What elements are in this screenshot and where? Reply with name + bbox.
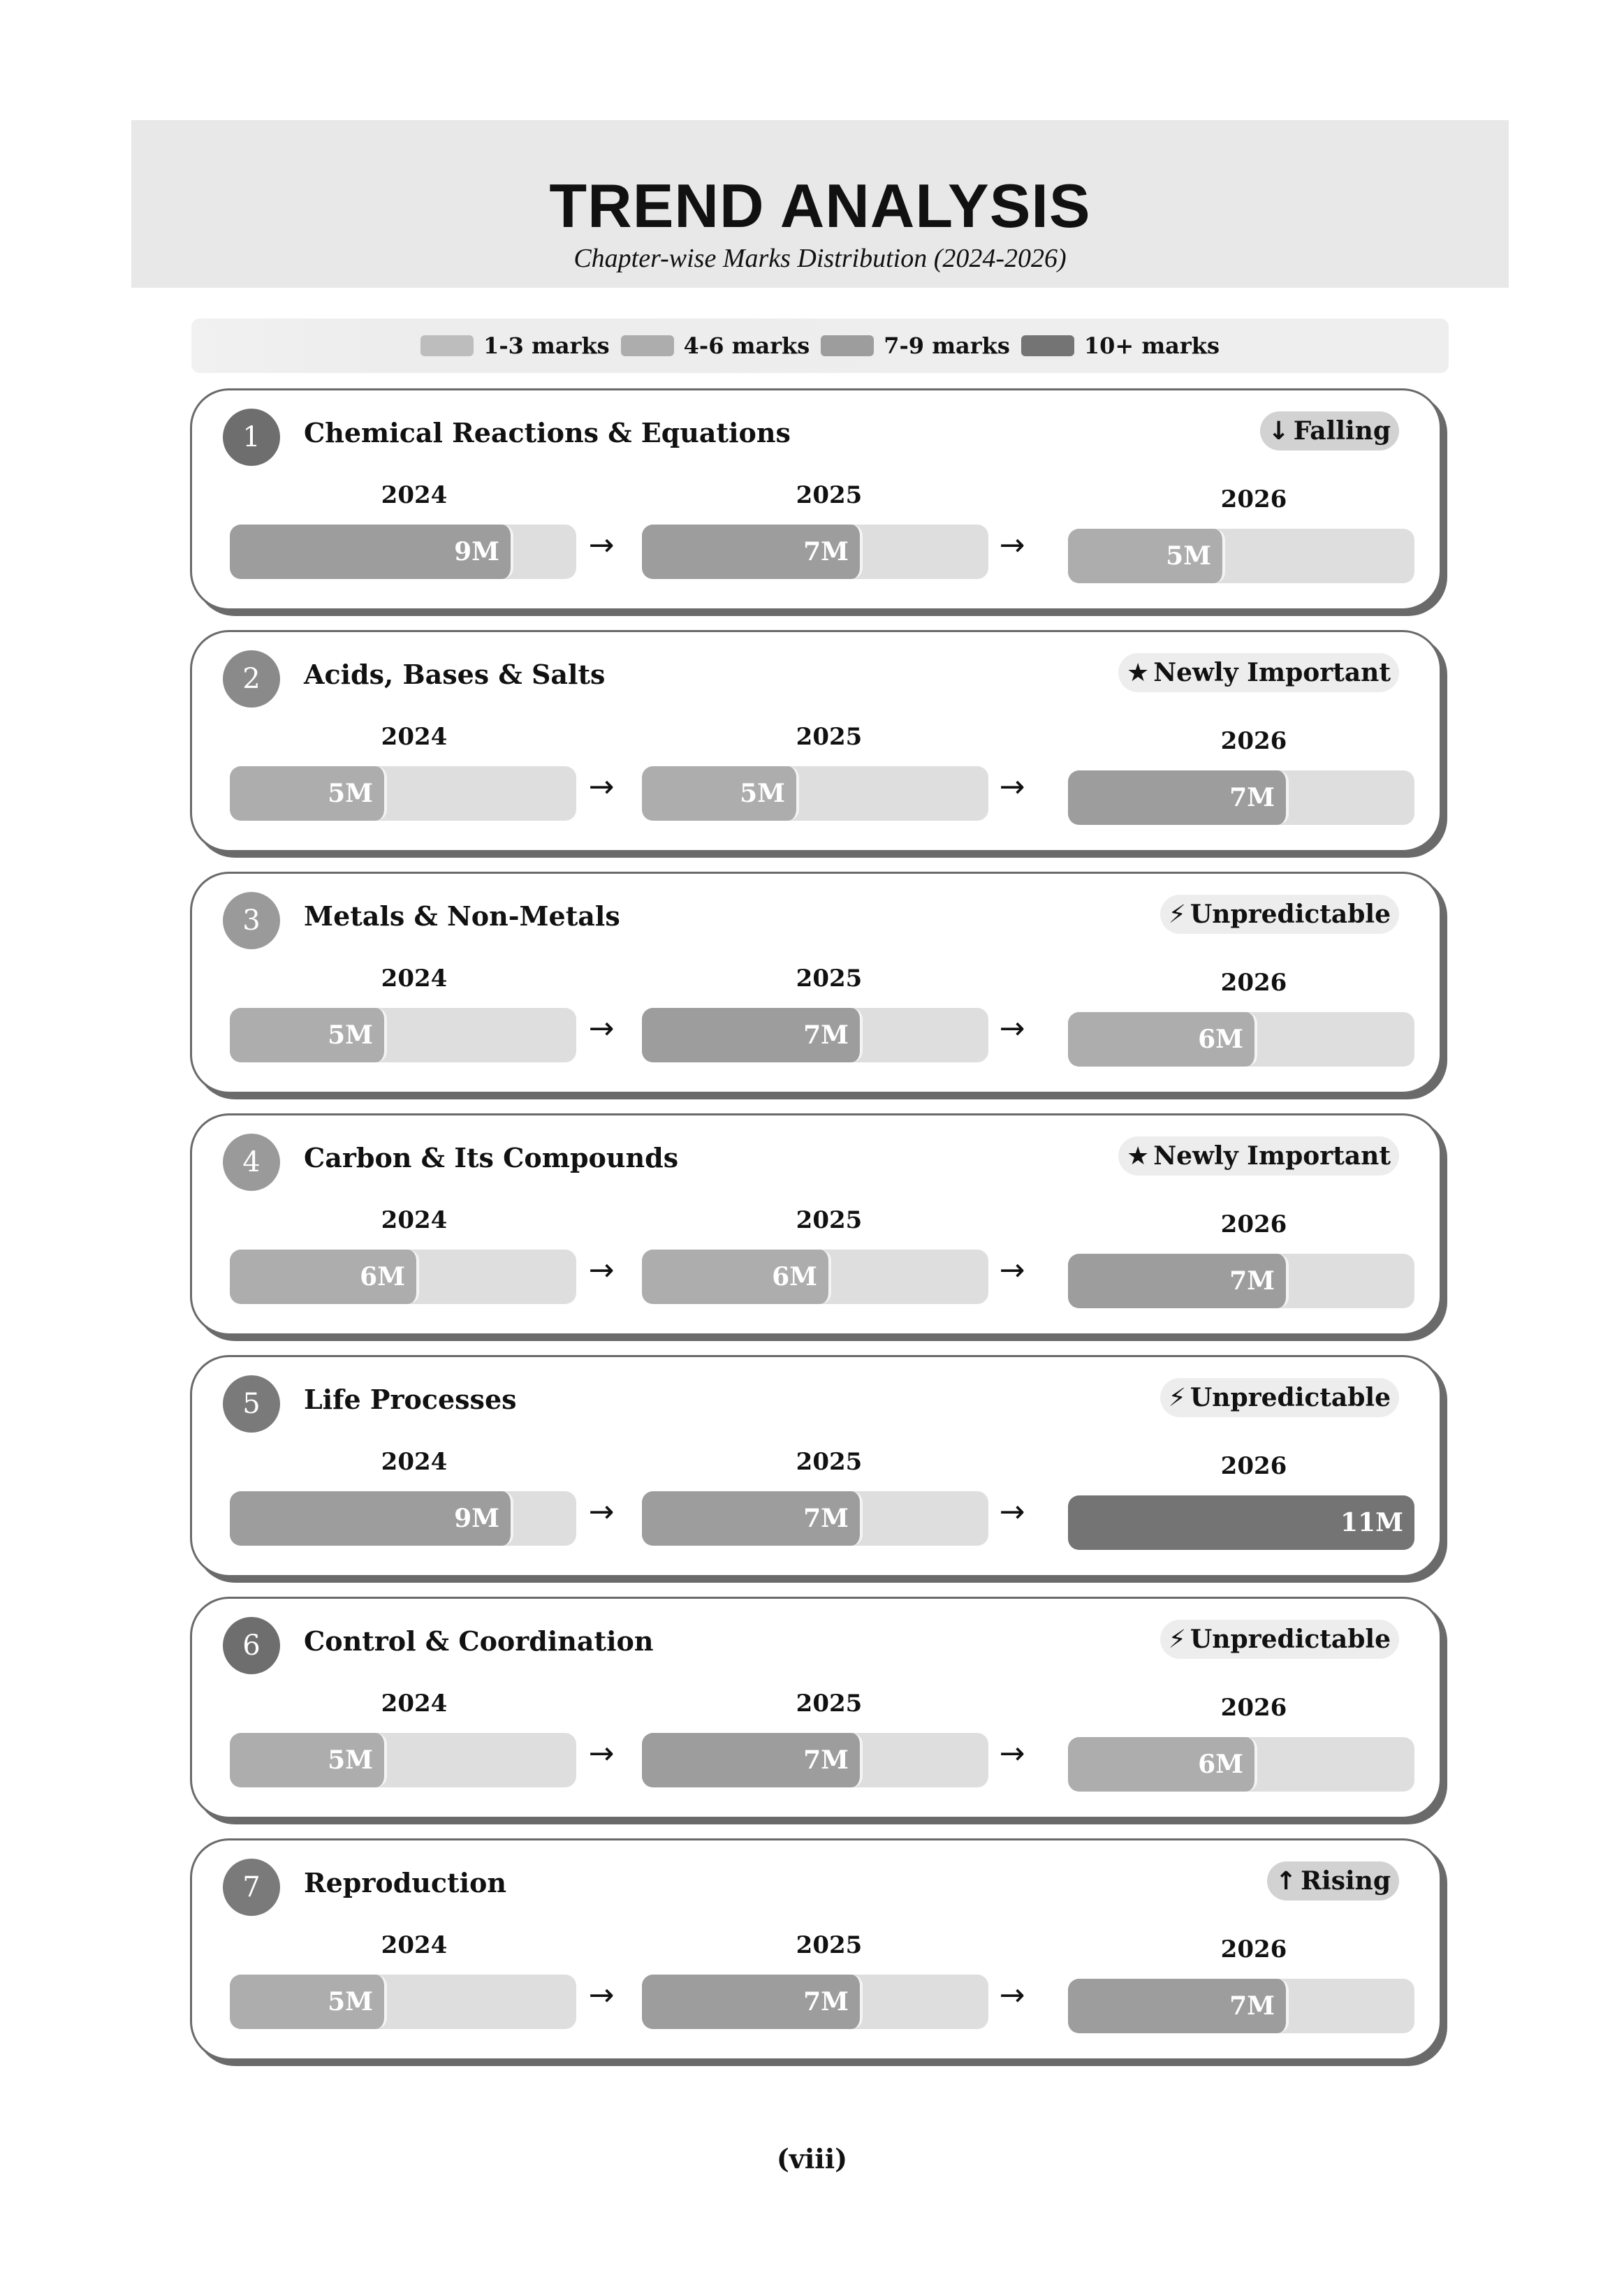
year-label: 2024 xyxy=(381,1448,448,1476)
trend-badge xyxy=(1118,653,1399,692)
marks-bar-track xyxy=(642,1975,988,2029)
header-band xyxy=(131,120,1509,288)
legend xyxy=(191,319,1449,373)
marks-bar-track xyxy=(230,766,576,821)
chapter-title: Acids, Bases & Salts xyxy=(304,659,606,690)
marks-bar-fill xyxy=(642,766,799,821)
marks-value: 6M xyxy=(1198,1025,1243,1054)
right-arrow-icon: → xyxy=(588,1252,615,1288)
year-label: 2024 xyxy=(381,1931,448,1959)
trend-badge-label: Unpredictable xyxy=(1190,900,1391,929)
trend-badge-label: Newly Important xyxy=(1153,658,1391,687)
marks-bar-track xyxy=(230,1733,576,1787)
legend-item xyxy=(821,332,1010,359)
year-label: 2025 xyxy=(796,1206,863,1234)
marks-bar-track xyxy=(1068,1979,1414,2033)
marks-bar-fill xyxy=(642,525,863,579)
star-icon: ★ xyxy=(1126,658,1150,687)
chapter-card xyxy=(190,1597,1442,1819)
marks-value: 6M xyxy=(360,1262,405,1291)
marks-bar-fill xyxy=(230,1250,419,1304)
marks-bar-fill xyxy=(1068,1495,1414,1550)
year-label: 2026 xyxy=(1220,1935,1287,1963)
chapter-number-badge: 5 xyxy=(223,1375,280,1433)
page-number: (viii) xyxy=(776,2143,848,2174)
marks-value: 6M xyxy=(772,1262,817,1291)
year-label: 2024 xyxy=(381,481,448,509)
trend-badge xyxy=(1160,895,1399,934)
marks-bar-fill xyxy=(1068,1254,1289,1308)
marks-bar-track xyxy=(1068,1495,1414,1550)
trend-badge xyxy=(1260,411,1399,451)
trend-badge xyxy=(1118,1136,1399,1176)
trend-badge-label: Unpredictable xyxy=(1190,1625,1391,1654)
legend-label: 10+ marks xyxy=(1083,332,1220,359)
marks-bar-fill xyxy=(230,525,513,579)
chapter-title: Control & Coordination xyxy=(304,1625,654,1657)
marks-bar-fill xyxy=(642,1491,863,1546)
marks-bar-track xyxy=(642,1491,988,1546)
marks-bar-fill xyxy=(1068,1737,1257,1792)
marks-value: 5M xyxy=(328,1987,373,2016)
marks-bar-track xyxy=(642,1250,988,1304)
marks-bar-track xyxy=(642,1008,988,1062)
legend-item xyxy=(621,332,810,359)
marks-value: 9M xyxy=(454,1504,499,1533)
year-label: 2025 xyxy=(796,1690,863,1718)
marks-bar-fill xyxy=(642,1008,863,1062)
lightning-icon: ⚡ xyxy=(1168,1625,1186,1654)
chapter-title: Life Processes xyxy=(304,1384,517,1415)
chapter-number-badge: 6 xyxy=(223,1617,280,1674)
lightning-icon: ⚡ xyxy=(1168,1383,1186,1412)
legend-swatch xyxy=(1021,335,1074,356)
chapter-card xyxy=(190,1355,1442,1577)
marks-value: 7M xyxy=(803,537,849,566)
marks-bar-fill xyxy=(642,1975,863,2029)
right-arrow-icon: → xyxy=(999,1252,1025,1288)
year-label: 2025 xyxy=(796,723,863,751)
marks-value: 7M xyxy=(1229,783,1275,812)
right-arrow-icon: → xyxy=(588,1494,615,1530)
marks-value: 7M xyxy=(803,1504,849,1533)
marks-bar-track xyxy=(230,1250,576,1304)
marks-value: 7M xyxy=(803,1020,849,1050)
chapter-title: Carbon & Its Compounds xyxy=(304,1142,679,1173)
year-label: 2026 xyxy=(1220,1694,1287,1722)
right-arrow-icon: → xyxy=(999,1011,1025,1046)
trend-badge-label: Newly Important xyxy=(1153,1141,1391,1171)
right-arrow-icon: → xyxy=(999,1736,1025,1771)
chapter-number-badge: 1 xyxy=(223,409,280,466)
marks-bar-fill xyxy=(1068,529,1225,583)
right-arrow-icon: → xyxy=(999,1494,1025,1530)
marks-bar-fill xyxy=(230,1975,387,2029)
marks-value: 5M xyxy=(1166,541,1211,571)
year-label: 2024 xyxy=(381,1206,448,1234)
star-icon: ★ xyxy=(1126,1141,1150,1171)
chapter-card xyxy=(190,1113,1442,1335)
marks-bar-fill xyxy=(230,1008,387,1062)
year-label: 2025 xyxy=(796,481,863,509)
legend-label: 1-3 marks xyxy=(483,332,610,359)
right-arrow-icon: → xyxy=(588,527,615,563)
right-arrow-icon: → xyxy=(588,769,615,805)
chapter-number-badge: 2 xyxy=(223,650,280,708)
chapter-number-badge: 7 xyxy=(223,1859,280,1916)
marks-value: 6M xyxy=(1198,1750,1243,1779)
marks-bar-track xyxy=(230,1975,576,2029)
right-arrow-icon: → xyxy=(588,1011,615,1046)
right-arrow-icon: → xyxy=(999,1977,1025,2013)
marks-bar-track xyxy=(230,525,576,579)
marks-bar-track xyxy=(1068,1254,1414,1308)
marks-bar-track xyxy=(230,1491,576,1546)
year-label: 2025 xyxy=(796,1448,863,1476)
chapter-number-badge: 3 xyxy=(223,892,280,949)
year-label: 2025 xyxy=(796,965,863,993)
marks-value: 7M xyxy=(1229,1266,1275,1296)
marks-value: 7M xyxy=(803,1987,849,2016)
marks-value: 5M xyxy=(328,779,373,808)
chapter-card xyxy=(190,1838,1442,2060)
marks-bar-fill xyxy=(1068,770,1289,825)
marks-bar-track xyxy=(1068,529,1414,583)
trend-badge xyxy=(1160,1620,1399,1659)
marks-bar-track xyxy=(1068,1737,1414,1792)
marks-bar-track xyxy=(642,1733,988,1787)
right-arrow-icon: → xyxy=(999,527,1025,563)
marks-value: 5M xyxy=(328,1745,373,1775)
right-arrow-icon: → xyxy=(588,1977,615,2013)
marks-value: 5M xyxy=(740,779,785,808)
trend-badge xyxy=(1267,1861,1399,1901)
marks-bar-track xyxy=(230,1008,576,1062)
marks-bar-track xyxy=(1068,770,1414,825)
year-label: 2024 xyxy=(381,1690,448,1718)
marks-value: 7M xyxy=(1229,1991,1275,2021)
lightning-icon: ⚡ xyxy=(1168,900,1186,929)
marks-bar-fill xyxy=(642,1733,863,1787)
year-label: 2026 xyxy=(1220,485,1287,513)
right-arrow-icon: → xyxy=(999,769,1025,805)
chapter-card xyxy=(190,388,1442,610)
trend-badge xyxy=(1160,1378,1399,1417)
page-subtitle: Chapter-wise Marks Distribution (2024-2026) xyxy=(573,244,1067,273)
year-label: 2024 xyxy=(381,965,448,993)
trend-badge-label: Falling xyxy=(1293,416,1391,446)
chapter-title: Metals & Non-Metals xyxy=(304,900,620,932)
year-label: 2026 xyxy=(1220,1452,1287,1480)
marks-value: 5M xyxy=(328,1020,373,1050)
marks-bar-track xyxy=(642,766,988,821)
chapter-card xyxy=(190,872,1442,1094)
marks-bar-fill xyxy=(230,1733,387,1787)
marks-bar-track xyxy=(1068,1012,1414,1067)
year-label: 2025 xyxy=(796,1931,863,1959)
year-label: 2026 xyxy=(1220,1210,1287,1238)
trend-badge-label: Unpredictable xyxy=(1190,1383,1391,1412)
chapter-card xyxy=(190,630,1442,852)
trend-badge-label: Rising xyxy=(1301,1866,1391,1896)
marks-bar-fill xyxy=(230,1491,513,1546)
legend-item xyxy=(1021,332,1220,359)
legend-swatch xyxy=(821,335,874,356)
marks-bar-fill xyxy=(230,766,387,821)
marks-bar-track xyxy=(642,525,988,579)
marks-bar-fill xyxy=(642,1250,831,1304)
chapter-title: Reproduction xyxy=(304,1867,506,1898)
legend-swatch xyxy=(621,335,674,356)
year-label: 2024 xyxy=(381,723,448,751)
legend-label: 7-9 marks xyxy=(884,332,1010,359)
chapter-number-badge: 4 xyxy=(223,1134,280,1191)
marks-value: 9M xyxy=(454,537,499,566)
legend-label: 4-6 marks xyxy=(683,332,810,359)
year-label: 2026 xyxy=(1220,969,1287,997)
page-title: TREND ANALYSIS xyxy=(549,171,1091,240)
marks-value: 7M xyxy=(803,1745,849,1775)
legend-swatch xyxy=(420,335,474,356)
up-arrow-icon: ↑ xyxy=(1275,1866,1297,1896)
right-arrow-icon: → xyxy=(588,1736,615,1771)
marks-bar-fill xyxy=(1068,1979,1289,2033)
marks-value: 11M xyxy=(1340,1508,1403,1537)
down-arrow-icon: ↓ xyxy=(1268,416,1289,446)
chapter-title: Chemical Reactions & Equations xyxy=(304,417,791,448)
marks-bar-fill xyxy=(1068,1012,1257,1067)
legend-item xyxy=(420,332,610,359)
year-label: 2026 xyxy=(1220,727,1287,755)
